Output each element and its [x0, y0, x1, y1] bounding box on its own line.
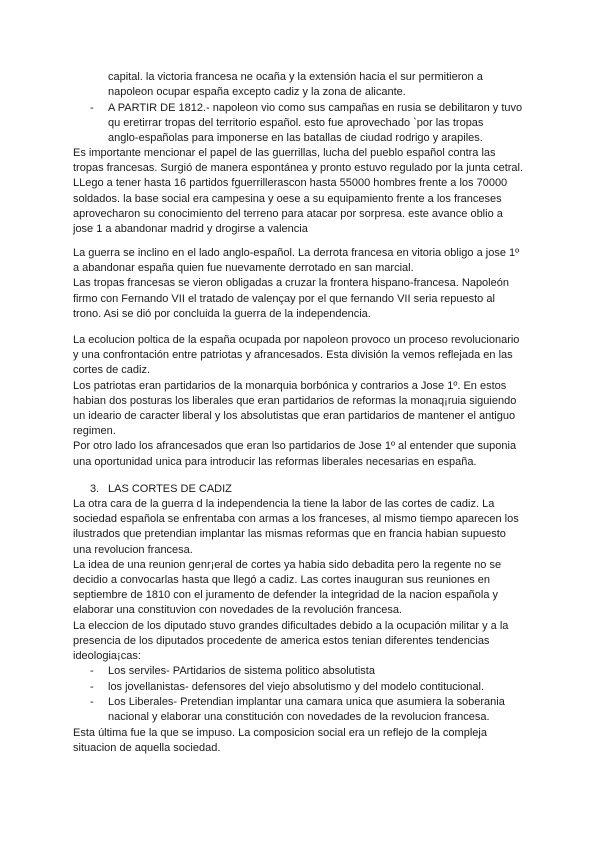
bullet-dash: -	[90, 665, 94, 677]
text-line: Esta última fue la que se impuso. La composicion social era un reflejo de la compleja	[73, 727, 487, 739]
text-line: A PARTIR DE 1812.- napoleon vio como sus campañas en rusia se debilitaron y tuvo	[108, 102, 523, 114]
text-line: nacional y elaborar una constitución con novedades de la revolucion francesa.	[108, 711, 490, 724]
text-line: una revolucion francesa.	[73, 543, 193, 556]
text-line: Es importante mencionar el papel de las guerrillas, lucha del pueblo español contra las	[73, 147, 496, 159]
section-number: 3.	[90, 483, 100, 495]
bullet-dash: -	[90, 696, 94, 708]
text-line: Los patriotas eran partidarios de la monarquia borbónica y contrarios a Jose 1º. En estos	[73, 379, 507, 392]
paragraph-final	[73, 726, 531, 756]
bullet-dash: -	[90, 102, 94, 114]
text-line: elaborar una constituvion con novedades de la revolución francesa.	[73, 604, 402, 617]
text-line: qu eretirrar tropas del territorio español. esto fue aprovechado `por las tropas	[108, 117, 484, 130]
text-line: Los Liberales- Pretendian implantar una camara unica que asumiera la soberania	[108, 696, 505, 708]
text-line: tropas francesas. Surgió de manera espontánea y pronto estuvo regulado por la junta cetral.	[73, 162, 524, 175]
text-line: decidio a convocarlas hasta que llegó a cadiz. Las cortes inauguran sus reuniones en	[73, 574, 491, 587]
text-line: habian dos posturas los liberales que eran partidarios de reformas la monaq¡ruia siguiendo	[73, 394, 517, 407]
paragraph-evolucion-politica	[73, 333, 531, 470]
text-line: una oportunidad unica para introducir las reformas liberales necesarias en españa.	[73, 455, 477, 468]
text-line: ideologia¡cas:	[73, 650, 141, 663]
text-line: regimen.	[73, 425, 116, 438]
text-line: trono. Asi se dió por concluida la guerra de la independencia.	[73, 307, 371, 320]
text-line: La eleccion de los diputado stuvo grandes dificultades debido a la ocupación militar y a la	[73, 619, 509, 632]
text-line: sociedad española se enfrentaba con armas a los franceses, al mismo tiempo aparecen los	[73, 513, 519, 526]
text-line: septiembre de 1810 con el juramento de defender la integridad de la nacion española y	[73, 589, 499, 602]
section-heading	[90, 482, 232, 497]
text-line: La otra cara de la guerra d la independencia la tiene la labor de las cortes de cadiz. La	[73, 498, 495, 510]
text-line: aprovecharon su conocimiento del terreno para atacar por sorpresa. este avance oblio a	[73, 207, 503, 220]
text-line: LLego a tener hasta 16 partidos fguerrillerascon hasta 55000 hombres frente a los 70000	[73, 177, 508, 190]
text-line: los jovellanistas- defensores del viejo absolutismo y del modelo contitucional.	[108, 681, 485, 693]
text-line: La idea de una reunion genr¡eral de cortes ya habia sido debadita pero la regente no se	[73, 558, 502, 571]
text-line: capital. la victoria francesa ne ocaña y la extensión hacia el sur permitieron a	[108, 71, 483, 83]
paragraph-guerrillas	[73, 146, 531, 237]
text-line: firmo con Fernando VII el tratado de valençay por el que fernando VII seria repuesto al	[73, 292, 495, 305]
text-line: Los serviles- PArtidarios de sistema politico absolutista	[108, 665, 375, 677]
text-line: jose 1 a abandonar madrid y drogirse a valencia	[73, 223, 308, 236]
section-title: LAS CORTES DE CADIZ	[108, 483, 232, 495]
text-line: y una confrontación entre patriotas y afrancesados. Esta división la vemos reflejada en las	[73, 349, 513, 362]
paragraph-guerra-inclino	[73, 246, 531, 322]
text-line: Las tropas francesas se vieron obligadas a cruzar la frontera hispano-francesa. Napoleón	[73, 277, 509, 290]
text-line: La guerra se inclino en el lado anglo-español. La derrota francesa en vitoria obligo a jose 1º	[73, 247, 520, 259]
text-line: soldados. la base social era campesina y oese a su equipamiento frente a los franceses	[73, 192, 502, 205]
bullet-dash: -	[90, 681, 94, 693]
text-line: La ecolucion poltica de la españa ocupada por napoleon provoco un proceso revolucionario	[73, 334, 520, 346]
text-line: Por otro lado los afrancesados que eran lso partidarios de Jose 1º al entender que suponia	[73, 440, 517, 453]
text-line: anglo-españolas para imponerse en las batallas de ciudad rodrigo y arapiles.	[108, 132, 483, 145]
text-line: cortes de cadiz.	[73, 364, 151, 377]
text-line: presencia de los diputados procedente de america estos tenian diferentes tendencias	[73, 634, 490, 647]
text-line: ilustrados que pretendian implantar las mismas reformas que en francia habian supuesto	[73, 528, 506, 541]
text-line: un ideario de caracter liberal y los absolutistas que eran partidarios de mantener el antiguo	[73, 410, 516, 423]
paragraph-cortes-cadiz	[73, 497, 531, 664]
bullet-continuation	[108, 70, 531, 100]
text-line: situacion de aquella sociedad.	[73, 742, 221, 755]
text-line: a abandonar españa quien fue nuevamente derrotado en san marcial.	[73, 262, 414, 275]
text-line: napoleon ocupar españa excepto cadiz y la zona de alicante.	[108, 86, 406, 99]
